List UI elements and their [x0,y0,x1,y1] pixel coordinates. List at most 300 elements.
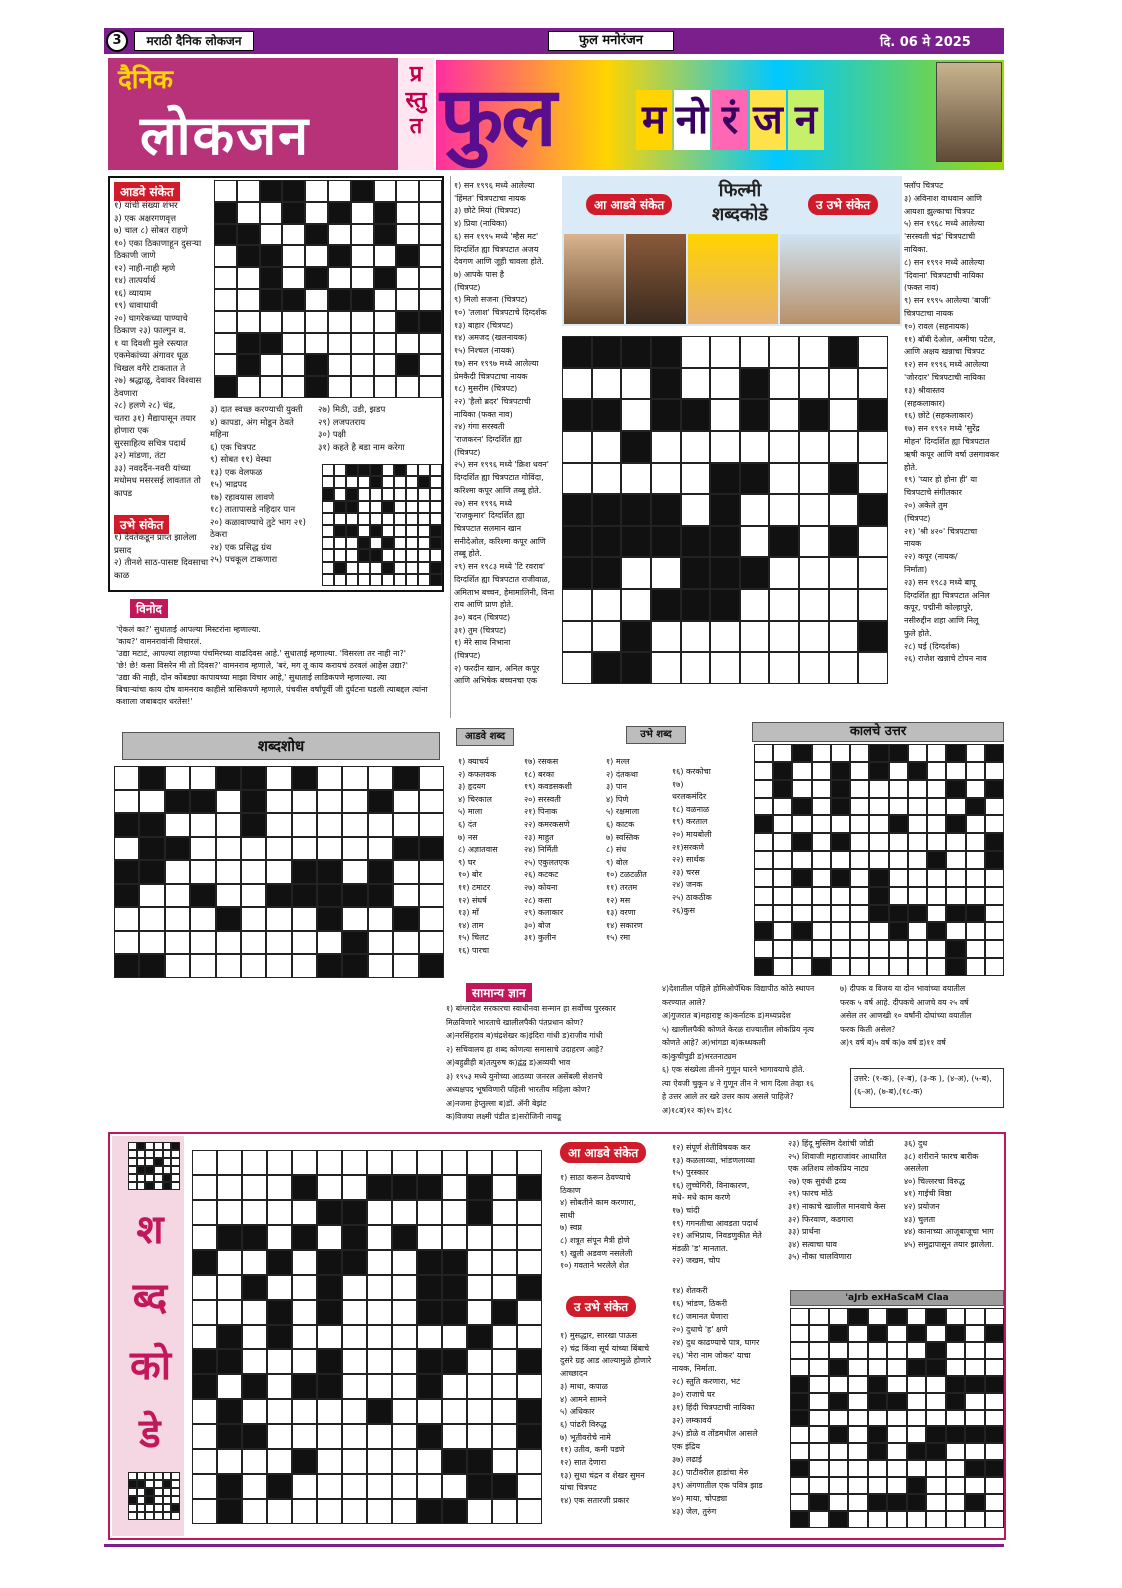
grid-cell[interactable] [419,884,444,908]
grid-cell[interactable] [773,922,792,940]
grid-cell[interactable] [442,1449,467,1474]
grid-cell[interactable] [139,860,164,884]
grid-cell[interactable] [889,869,908,887]
grid-cell[interactable] [165,790,190,814]
grid-cell[interactable] [869,958,888,976]
grid-cell[interactable] [985,851,1004,869]
grid-cell[interactable] [292,813,317,837]
grid-cell[interactable] [850,815,869,833]
grid-cell[interactable] [394,537,406,549]
grid-cell[interactable] [907,1426,926,1443]
grid-cell[interactable] [467,1449,492,1474]
grid-cell[interactable] [792,744,811,762]
grid-cell[interactable] [492,1250,517,1275]
grid-cell[interactable] [985,1511,1004,1528]
grid-cell[interactable] [267,1225,292,1250]
grid-cell[interactable] [382,501,394,513]
grid-cell[interactable] [517,1200,542,1225]
grid-cell[interactable] [342,1175,367,1200]
grid-cell[interactable] [217,1424,242,1449]
grid-cell[interactable] [889,798,908,816]
grid-cell[interactable] [773,851,792,869]
grid-cell[interactable] [358,525,370,537]
grid-cell[interactable] [367,1374,392,1399]
grid-cell[interactable] [171,1182,180,1190]
grid-cell[interactable] [799,431,829,463]
grid-cell[interactable] [154,1472,163,1480]
grid-cell[interactable] [192,1374,217,1399]
grid-cell[interactable] [394,501,406,513]
grid-cell[interactable] [965,1426,984,1443]
grid-cell[interactable] [163,1158,172,1166]
grid-cell[interactable] [809,1460,828,1477]
grid-cell[interactable] [926,1511,945,1528]
grid-cell[interactable] [358,537,370,549]
grid-cell[interactable] [214,311,237,333]
grid-cell[interactable] [831,869,850,887]
grid-cell[interactable] [517,1349,542,1374]
grid-cell[interactable] [869,887,888,905]
grid-cell[interactable] [966,798,985,816]
grid-cell[interactable] [334,574,346,586]
grid-cell[interactable] [926,1477,945,1494]
grid-cell[interactable] [328,376,351,398]
grid-cell[interactable] [394,525,406,537]
grid-cell[interactable] [367,1499,392,1524]
grid-cell[interactable] [322,562,334,574]
grid-cell[interactable] [171,1150,180,1158]
grid-cell[interactable] [417,1499,442,1524]
grid-cell[interactable] [237,333,260,355]
grid-cell[interactable] [790,1410,809,1427]
grid-cell[interactable] [417,1449,442,1474]
grid-cell[interactable] [966,762,985,780]
grid-cell[interactable] [985,887,1004,905]
grid-cell[interactable] [370,513,382,525]
grid-cell[interactable] [137,1512,146,1520]
grid-cell[interactable] [192,1349,217,1374]
grid-cell[interactable] [965,1342,984,1359]
grid-cell[interactable] [858,652,888,684]
grid-cell[interactable] [241,931,266,955]
grid-cell[interactable] [754,798,773,816]
grid-cell[interactable] [342,1449,367,1474]
grid-cell[interactable] [848,1477,867,1494]
grid-cell[interactable] [406,501,418,513]
grid-cell[interactable] [907,1477,926,1494]
grid-cell[interactable] [430,562,442,574]
grid-cell[interactable] [358,501,370,513]
grid-cell[interactable] [418,537,430,549]
grid-cell[interactable] [829,1477,848,1494]
grid-cell[interactable] [342,1200,367,1225]
grid-cell[interactable] [966,780,985,798]
grid-cell[interactable] [305,289,328,311]
grid-cell[interactable] [139,837,164,861]
grid-cell[interactable] [799,652,829,684]
grid-cell[interactable] [946,851,965,869]
grid-cell[interactable] [799,621,829,653]
grid-cell[interactable] [985,958,1004,976]
grid-cell[interactable] [358,549,370,561]
grid-cell[interactable] [396,354,419,376]
grid-cell[interactable] [681,463,711,495]
grid-cell[interactable] [621,557,651,589]
grid-cell[interactable] [710,621,740,653]
grid-cell[interactable] [442,1325,467,1350]
grid-cell[interactable] [850,958,869,976]
grid-cell[interactable] [171,1158,180,1166]
grid-cell[interactable] [417,1300,442,1325]
grid-cell[interactable] [829,652,859,684]
grid-cell[interactable] [908,762,927,780]
grid-cell[interactable] [850,798,869,816]
grid-cell[interactable] [342,766,367,790]
grid-cell[interactable] [382,476,394,488]
grid-cell[interactable] [145,1166,154,1174]
grid-cell[interactable] [154,1166,163,1174]
grid-cell[interactable] [946,1511,965,1528]
grid-cell[interactable] [848,1494,867,1511]
grid-cell[interactable] [430,501,442,513]
grid-cell[interactable] [292,1474,317,1499]
grid-cell[interactable] [192,1200,217,1225]
grid-cell[interactable] [790,1511,809,1528]
grid-cell[interactable] [946,1342,965,1359]
grid-cell[interactable] [926,1376,945,1393]
grid-cell[interactable] [562,431,592,463]
grid-cell[interactable] [351,333,374,355]
grid-cell[interactable] [351,354,374,376]
grid-cell[interactable] [368,766,393,790]
grid-cell[interactable] [367,1424,392,1449]
grid-cell[interactable] [214,180,237,202]
grid-cell[interactable] [417,1424,442,1449]
grid-cell[interactable] [351,267,374,289]
grid-cell[interactable] [442,1399,467,1424]
grid-cell[interactable] [740,336,770,368]
grid-cell[interactable] [754,922,773,940]
grid-cell[interactable] [467,1424,492,1449]
grid-cell[interactable] [592,399,622,431]
grid-cell[interactable] [965,1477,984,1494]
grid-cell[interactable] [342,1499,367,1524]
grid-cell[interactable] [114,813,139,837]
grid-cell[interactable] [773,958,792,976]
grid-cell[interactable] [137,1150,146,1158]
grid-cell[interactable] [809,1308,828,1325]
grid-cell[interactable] [346,574,358,586]
grid-cell[interactable] [396,245,419,267]
grid-cell[interactable] [282,245,305,267]
grid-cell[interactable] [217,1474,242,1499]
grid-cell[interactable] [831,798,850,816]
grid-cell[interactable] [430,476,442,488]
grid-cell[interactable] [292,1374,317,1399]
grid-cell[interactable] [370,476,382,488]
grid-cell[interactable] [216,907,241,931]
grid-cell[interactable] [887,1342,906,1359]
grid-cell[interactable] [850,922,869,940]
grid-cell[interactable] [419,245,442,267]
grid-cell[interactable] [346,464,358,476]
grid-cell[interactable] [322,464,334,476]
grid-cell[interactable] [927,744,946,762]
grid-cell[interactable] [858,557,888,589]
grid-cell[interactable] [346,549,358,561]
grid-cell[interactable] [430,488,442,500]
grid-cell[interactable] [328,202,351,224]
grid-cell[interactable] [292,1499,317,1524]
grid-cell[interactable] [799,463,829,495]
grid-cell[interactable] [442,1300,467,1325]
grid-cell[interactable] [214,202,237,224]
grid-cell[interactable] [334,549,346,561]
grid-cell[interactable] [419,954,444,978]
grid-cell[interactable] [985,833,1004,851]
grid-cell[interactable] [367,1325,392,1350]
grid-cell[interactable] [467,1374,492,1399]
grid-cell[interactable] [829,1511,848,1528]
grid-cell[interactable] [850,744,869,762]
grid-cell[interactable] [829,494,859,526]
grid-cell[interactable] [394,574,406,586]
grid-cell[interactable] [592,589,622,621]
grid-cell[interactable] [396,224,419,246]
grid-cell[interactable] [367,1349,392,1374]
grid-cell[interactable] [267,1424,292,1449]
grid-cell[interactable] [217,1200,242,1225]
grid-cell[interactable] [128,1174,137,1182]
grid-cell[interactable] [190,837,215,861]
grid-cell[interactable] [430,549,442,561]
grid-cell[interactable] [946,1393,965,1410]
grid-cell[interactable] [346,501,358,513]
grid-cell[interactable] [214,333,237,355]
grid-cell[interactable] [322,537,334,549]
grid-cell[interactable] [848,1359,867,1376]
grid-cell[interactable] [418,549,430,561]
grid-cell[interactable] [908,922,927,940]
grid-cell[interactable] [792,869,811,887]
grid-cell[interactable] [790,1376,809,1393]
grid-cell[interactable] [831,780,850,798]
grid-cell[interactable] [651,526,681,558]
grid-cell[interactable] [773,833,792,851]
grid-cell[interactable] [492,1399,517,1424]
grid-cell[interactable] [740,368,770,400]
grid-cell[interactable] [965,1359,984,1376]
grid-cell[interactable] [419,311,442,333]
grid-cell[interactable] [216,860,241,884]
grid-cell[interactable] [517,1325,542,1350]
grid-cell[interactable] [927,922,946,940]
grid-cell[interactable] [171,1496,180,1504]
grid-cell[interactable] [829,463,859,495]
grid-cell[interactable] [393,813,418,837]
grid-cell[interactable] [868,1426,887,1443]
grid-cell[interactable] [392,1374,417,1399]
grid-cell[interactable] [260,267,283,289]
grid-cell[interactable] [965,1376,984,1393]
grid-cell[interactable] [792,815,811,833]
grid-cell[interactable] [292,1424,317,1449]
grid-cell[interactable] [812,869,831,887]
grid-cell[interactable] [114,954,139,978]
grid-cell[interactable] [317,1325,342,1350]
grid-cell[interactable] [562,463,592,495]
grid-cell[interactable] [887,1426,906,1443]
grid-cell[interactable] [192,1399,217,1424]
grid-cell[interactable] [809,1443,828,1460]
grid-cell[interactable] [769,368,799,400]
grid-cell[interactable] [396,289,419,311]
grid-cell[interactable] [393,954,418,978]
grid-cell[interactable] [790,1342,809,1359]
grid-cell[interactable] [214,224,237,246]
grid-cell[interactable] [908,869,927,887]
grid-cell[interactable] [965,1410,984,1427]
grid-cell[interactable] [367,1300,392,1325]
grid-cell[interactable] [651,463,681,495]
grid-cell[interactable] [754,833,773,851]
grid-cell[interactable] [492,1325,517,1350]
grid-cell[interactable] [237,180,260,202]
grid-cell[interactable] [145,1488,154,1496]
grid-cell[interactable] [651,494,681,526]
grid-cell[interactable] [927,833,946,851]
grid-cell[interactable] [492,1499,517,1524]
grid-cell[interactable] [848,1325,867,1342]
grid-cell[interactable] [907,1308,926,1325]
grid-cell[interactable] [267,1275,292,1300]
grid-cell[interactable] [651,431,681,463]
grid-cell[interactable] [848,1511,867,1528]
grid-cell[interactable] [137,1480,146,1488]
grid-cell[interactable] [128,1142,137,1150]
grid-cell[interactable] [368,907,393,931]
grid-cell[interactable] [858,399,888,431]
grid-cell[interactable] [267,1474,292,1499]
grid-cell[interactable] [367,1200,392,1225]
grid-cell[interactable] [165,884,190,908]
grid-cell[interactable] [342,884,367,908]
grid-cell[interactable] [392,1250,417,1275]
grid-cell[interactable] [829,1393,848,1410]
grid-cell[interactable] [809,1359,828,1376]
grid-cell[interactable] [351,245,374,267]
grid-cell[interactable] [848,1342,867,1359]
grid-cell[interactable] [907,1393,926,1410]
grid-cell[interactable] [128,1480,137,1488]
grid-cell[interactable] [651,621,681,653]
grid-cell[interactable] [351,376,374,398]
grid-cell[interactable] [328,311,351,333]
grid-cell[interactable] [217,1449,242,1474]
grid-cell[interactable] [351,202,374,224]
grid-cell[interactable] [145,1150,154,1158]
grid-cell[interactable] [754,744,773,762]
grid-cell[interactable] [621,431,651,463]
grid-cell[interactable] [392,1225,417,1250]
grid-cell[interactable] [237,202,260,224]
grid-cell[interactable] [317,907,342,931]
grid-cell[interactable] [419,790,444,814]
grid-cell[interactable] [517,1424,542,1449]
grid-cell[interactable] [562,652,592,684]
grid-cell[interactable] [850,780,869,798]
grid-cell[interactable] [966,958,985,976]
grid-cell[interactable] [267,1374,292,1399]
grid-cell[interactable] [809,1325,828,1342]
grid-cell[interactable] [812,887,831,905]
grid-cell[interactable] [889,887,908,905]
grid-cell[interactable] [869,762,888,780]
grid-cell[interactable] [358,562,370,574]
grid-cell[interactable] [829,1325,848,1342]
grid-cell[interactable] [417,1250,442,1275]
grid-cell[interactable] [681,368,711,400]
grid-cell[interactable] [889,815,908,833]
grid-cell[interactable] [417,1150,442,1175]
grid-cell[interactable] [887,1376,906,1393]
grid-cell[interactable] [342,813,367,837]
grid-cell[interactable] [868,1410,887,1427]
grid-cell[interactable] [792,958,811,976]
grid-cell[interactable] [946,1308,965,1325]
grid-cell[interactable] [419,813,444,837]
grid-cell[interactable] [907,1511,926,1528]
grid-cell[interactable] [163,1472,172,1480]
grid-cell[interactable] [328,267,351,289]
grid-cell[interactable] [681,336,711,368]
grid-cell[interactable] [137,1496,146,1504]
grid-cell[interactable] [241,907,266,931]
grid-cell[interactable] [128,1504,137,1512]
grid-cell[interactable] [418,488,430,500]
grid-cell[interactable] [809,1511,828,1528]
grid-cell[interactable] [292,884,317,908]
grid-cell[interactable] [831,744,850,762]
grid-cell[interactable] [393,884,418,908]
grid-cell[interactable] [985,1426,1004,1443]
grid-cell[interactable] [282,354,305,376]
grid-cell[interactable] [831,887,850,905]
grid-cell[interactable] [368,954,393,978]
grid-cell[interactable] [370,501,382,513]
grid-cell[interactable] [317,1250,342,1275]
grid-cell[interactable] [145,1142,154,1150]
grid-cell[interactable] [418,476,430,488]
grid-cell[interactable] [985,1393,1004,1410]
grid-cell[interactable] [887,1359,906,1376]
grid-cell[interactable] [740,589,770,621]
grid-cell[interactable] [710,368,740,400]
grid-cell[interactable] [328,224,351,246]
grid-cell[interactable] [368,860,393,884]
grid-cell[interactable] [946,1325,965,1342]
grid-cell[interactable] [154,1158,163,1166]
grid-cell[interactable] [812,905,831,923]
grid-cell[interactable] [926,1443,945,1460]
grid-cell[interactable] [217,1150,242,1175]
grid-cell[interactable] [382,562,394,574]
grid-cell[interactable] [887,1477,906,1494]
grid-cell[interactable] [165,837,190,861]
grid-cell[interactable] [342,1225,367,1250]
grid-cell[interactable] [848,1460,867,1477]
grid-cell[interactable] [517,1399,542,1424]
